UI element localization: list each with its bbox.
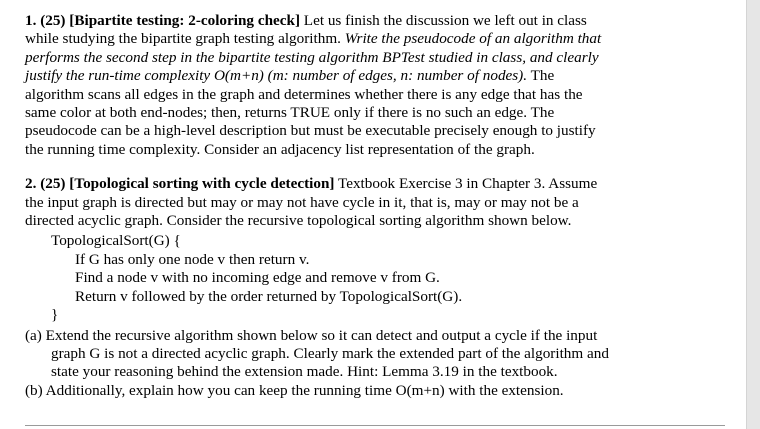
- problem-1-italic: Write the pseudocode of an algorithm that: [344, 30, 602, 48]
- problem-2-text: Textbook Exercise 3 in Chapter 3. Assume: [334, 175, 598, 193]
- subquestion-b: (b) Additionally, explain how you can keep the running time O(m+n) with the extension.: [25, 381, 564, 399]
- vertical-scrollbar[interactable]: [746, 0, 760, 429]
- problem-2: [25, 175, 725, 400]
- problem-2-line-3: [25, 212, 725, 230]
- problem-2-line-1: [25, 175, 725, 193]
- problem-1-line-4: [25, 67, 725, 85]
- subquestion-a-cont: state your reasoning behind the extension made. Hint: Lemma 3.19 in the textbook.: [51, 363, 558, 381]
- problem-1-line-8: [25, 141, 725, 159]
- problem-1: [25, 12, 725, 159]
- problem-1-line-2: [25, 30, 725, 48]
- problem-1-line-3: [25, 49, 725, 67]
- subquestion-list: [25, 327, 725, 401]
- problem-1-text: Let us finish the discussion we left out in class: [300, 12, 587, 29]
- problem-1-italic: performs the second step in the bipartite testing algorithm BPTest studied in class, and clearly: [25, 48, 599, 66]
- problem-1-text: the running time complexity. Consider an adjacency list representation of the graph.: [25, 140, 535, 158]
- problem-2-heading: 2. (25) [Topological sorting with cycle detection]: [25, 175, 335, 193]
- subquestion-a-cont: graph G is not a directed acyclic graph. Clearly mark the extended part of the algorithm and: [51, 344, 609, 362]
- problem-1-line-6: [25, 104, 725, 122]
- problem-2-line-2: [25, 194, 725, 212]
- problem-1-heading: 1. (25) [Bipartite testing: 2-coloring check]: [25, 12, 300, 29]
- problem-2-text: directed acyclic graph. Consider the recursive topological sorting algorithm shown below.: [25, 212, 572, 230]
- pseudocode-header: TopologicalSort(G) {: [51, 232, 181, 250]
- problem-1-line-7: [25, 122, 725, 140]
- section-divider: [25, 425, 725, 426]
- subquestion-a: (a) Extend the recursive algorithm shown below so it can detect and output a cycle if the input: [25, 326, 598, 344]
- problem-1-line-1: [25, 12, 725, 30]
- problem-2-text: the input graph is directed but may or may not have cycle in it, that is, may or may not be a: [25, 193, 579, 211]
- problem-1-text: while studying the bipartite graph testing algorithm.: [25, 30, 345, 48]
- document-body: [25, 12, 725, 400]
- pseudocode-line: Return v followed by the order returned by TopologicalSort(G).: [75, 287, 463, 305]
- problem-1-text: algorithm scans all edges in the graph and determines whether there is any edge that has the: [25, 85, 583, 103]
- pseudocode-line: Find a node v with no incoming edge and remove v from G.: [75, 269, 440, 287]
- problem-1-italic: justify the run-time complexity O(m+n) (m: number of edges, n: number of nodes).: [25, 67, 528, 85]
- pseudocode-line: If G has only one node v then return v.: [75, 250, 310, 268]
- problem-1-text: pseudocode can be a high-level description but must be executable precisely enough to justify: [25, 122, 596, 140]
- problem-1-text: The: [527, 67, 555, 85]
- problem-1-text: same color at both end-nodes; then, returns TRUE only if there is no such an edge. The: [25, 104, 555, 122]
- pseudocode-footer: }: [51, 306, 59, 324]
- problem-1-line-5: [25, 86, 725, 104]
- pseudocode-block: [25, 232, 725, 324]
